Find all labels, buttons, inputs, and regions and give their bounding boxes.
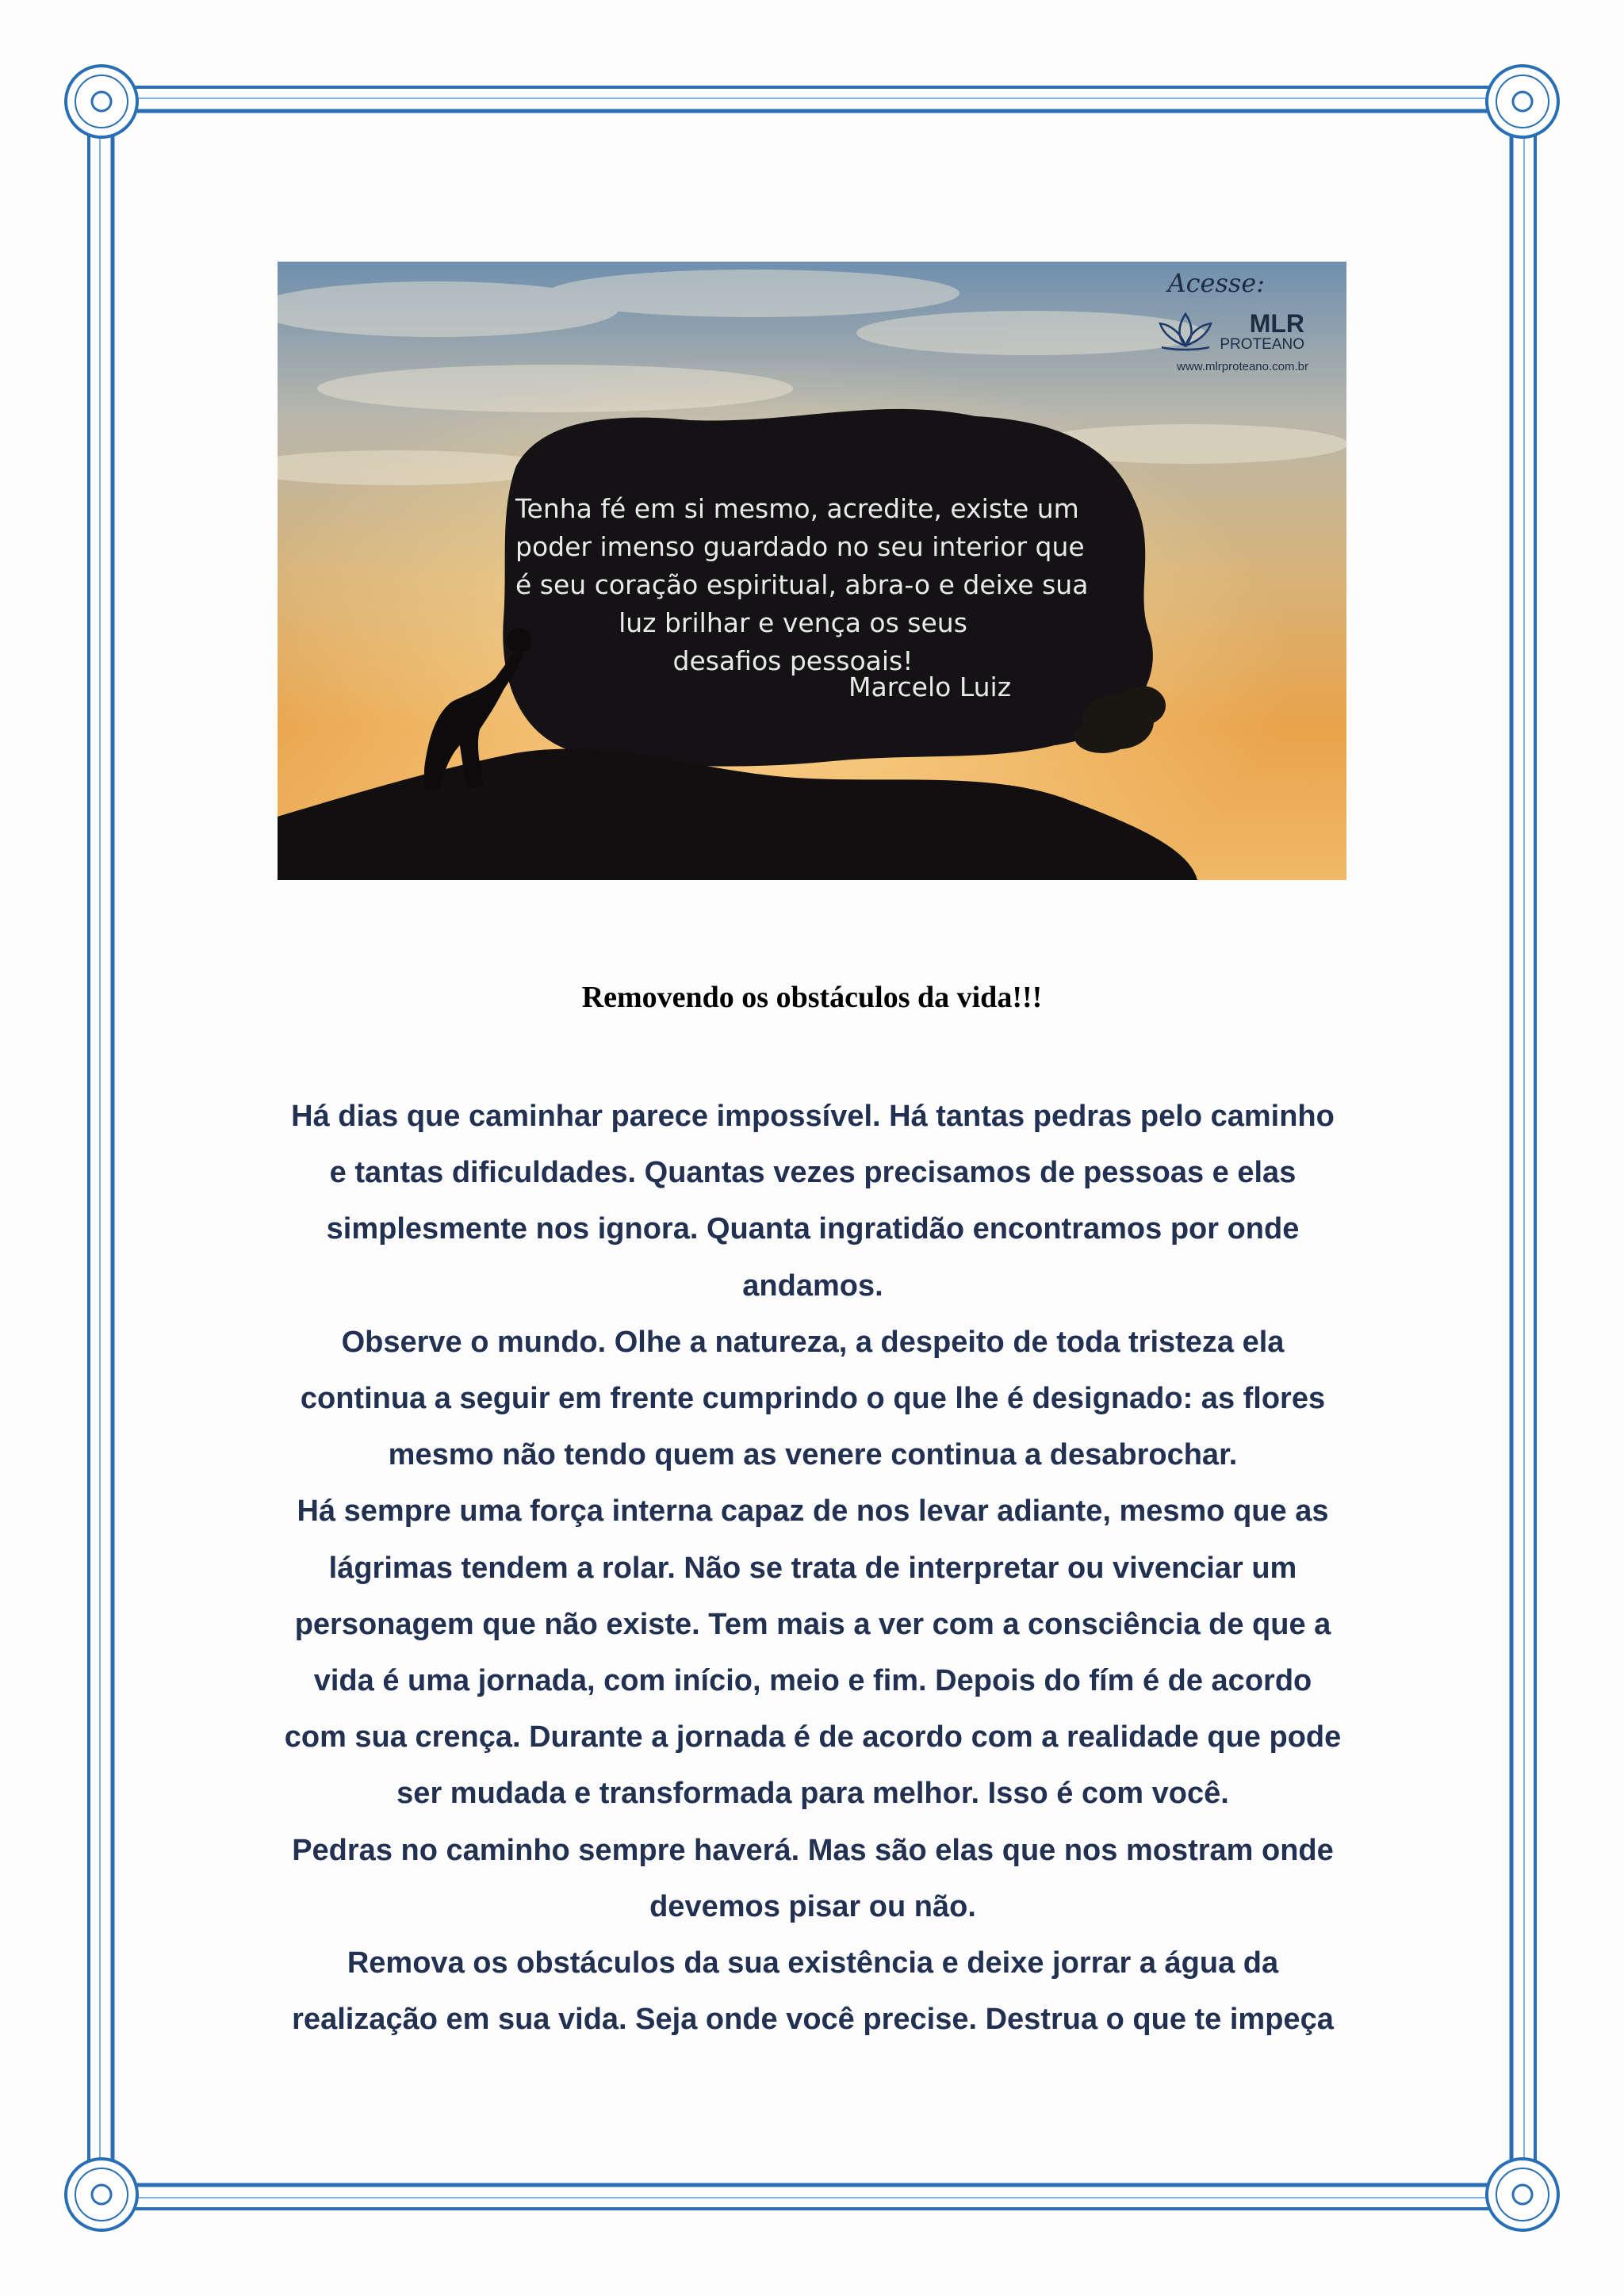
body-line: Há sempre uma força interna capaz de nos levar adiante, mesmo que as	[297, 1494, 1329, 1529]
quote-author: Marcelo Luiz	[848, 672, 1012, 702]
body-line: Pedras no caminho sempre haverá. Mas são elas que nos mostram onde	[292, 1833, 1334, 1867]
body-line: Remova os obstáculos da sua existência e deixe jorrar a água da	[347, 1946, 1279, 1980]
body-line: andamos.	[742, 1269, 883, 1303]
body-line: ser mudada e transformada para melhor. Isso é com você.	[396, 1777, 1229, 1811]
body-line: devemos pisar ou não.	[649, 1889, 976, 1923]
quote-text-block	[515, 490, 1089, 680]
quote-line: poder imenso guardado no seu interior que	[515, 531, 1085, 562]
article-body	[230, 1089, 1396, 2048]
logo-url-text: www.mlrproteano.com.br	[1177, 360, 1308, 373]
body-line: com sua crença. Durante a jornada é de acordo com a realidade que pode	[284, 1720, 1342, 1755]
body-line: e tantas dificuldades. Quantas vezes precisamos de pessoas e elas	[329, 1156, 1297, 1190]
lotus-icon	[1154, 306, 1217, 354]
mlr-proteano-logo	[1146, 268, 1336, 387]
body-line: realização em sua vida. Seja onde você precise. Destrua o que te impeça	[292, 2003, 1334, 2037]
quote-line: Tenha fé em si mesmo, acredite, existe um	[515, 493, 1079, 524]
body-line: continua a seguir em frente cumprindo o que lhe é designado: as flores	[300, 1382, 1326, 1416]
quote-line: é seu coração espiritual, abra-o e deixe sua	[515, 569, 1089, 600]
quote-line: luz brilhar e vença os seus	[619, 607, 967, 638]
body-line: personagem que não existe. Tem mais a ver com a consciência de que a	[294, 1607, 1331, 1641]
body-line: simplesmente nos ignora. Quanta ingratidão encontramos por onde	[326, 1212, 1300, 1246]
body-line: vida é uma jornada, com início, meio e fim. Depois do fím é de acordo	[313, 1664, 1312, 1698]
logo-acesse-text: Acesse:	[1167, 268, 1265, 298]
logo-sub-text: PROTEANO	[1220, 336, 1304, 353]
article-title: Removendo os obstáculos da vida!!!	[581, 981, 1043, 1014]
quote-line: desafios pessoais!	[672, 645, 914, 676]
body-line: Há dias que caminhar parece impossível. Há tantas pedras pelo caminho	[291, 1100, 1335, 1133]
body-line: Observe o mundo. Olhe a natureza, a despeito de toda tristeza ela	[341, 1325, 1285, 1359]
body-line: lágrimas tendem a rolar. Não se trata de interpretar ou vivenciar um	[328, 1551, 1297, 1585]
logo-brand-text: MLR	[1249, 309, 1304, 338]
body-line: mesmo não tendo quem as venere continua a desabrochar.	[388, 1438, 1238, 1472]
